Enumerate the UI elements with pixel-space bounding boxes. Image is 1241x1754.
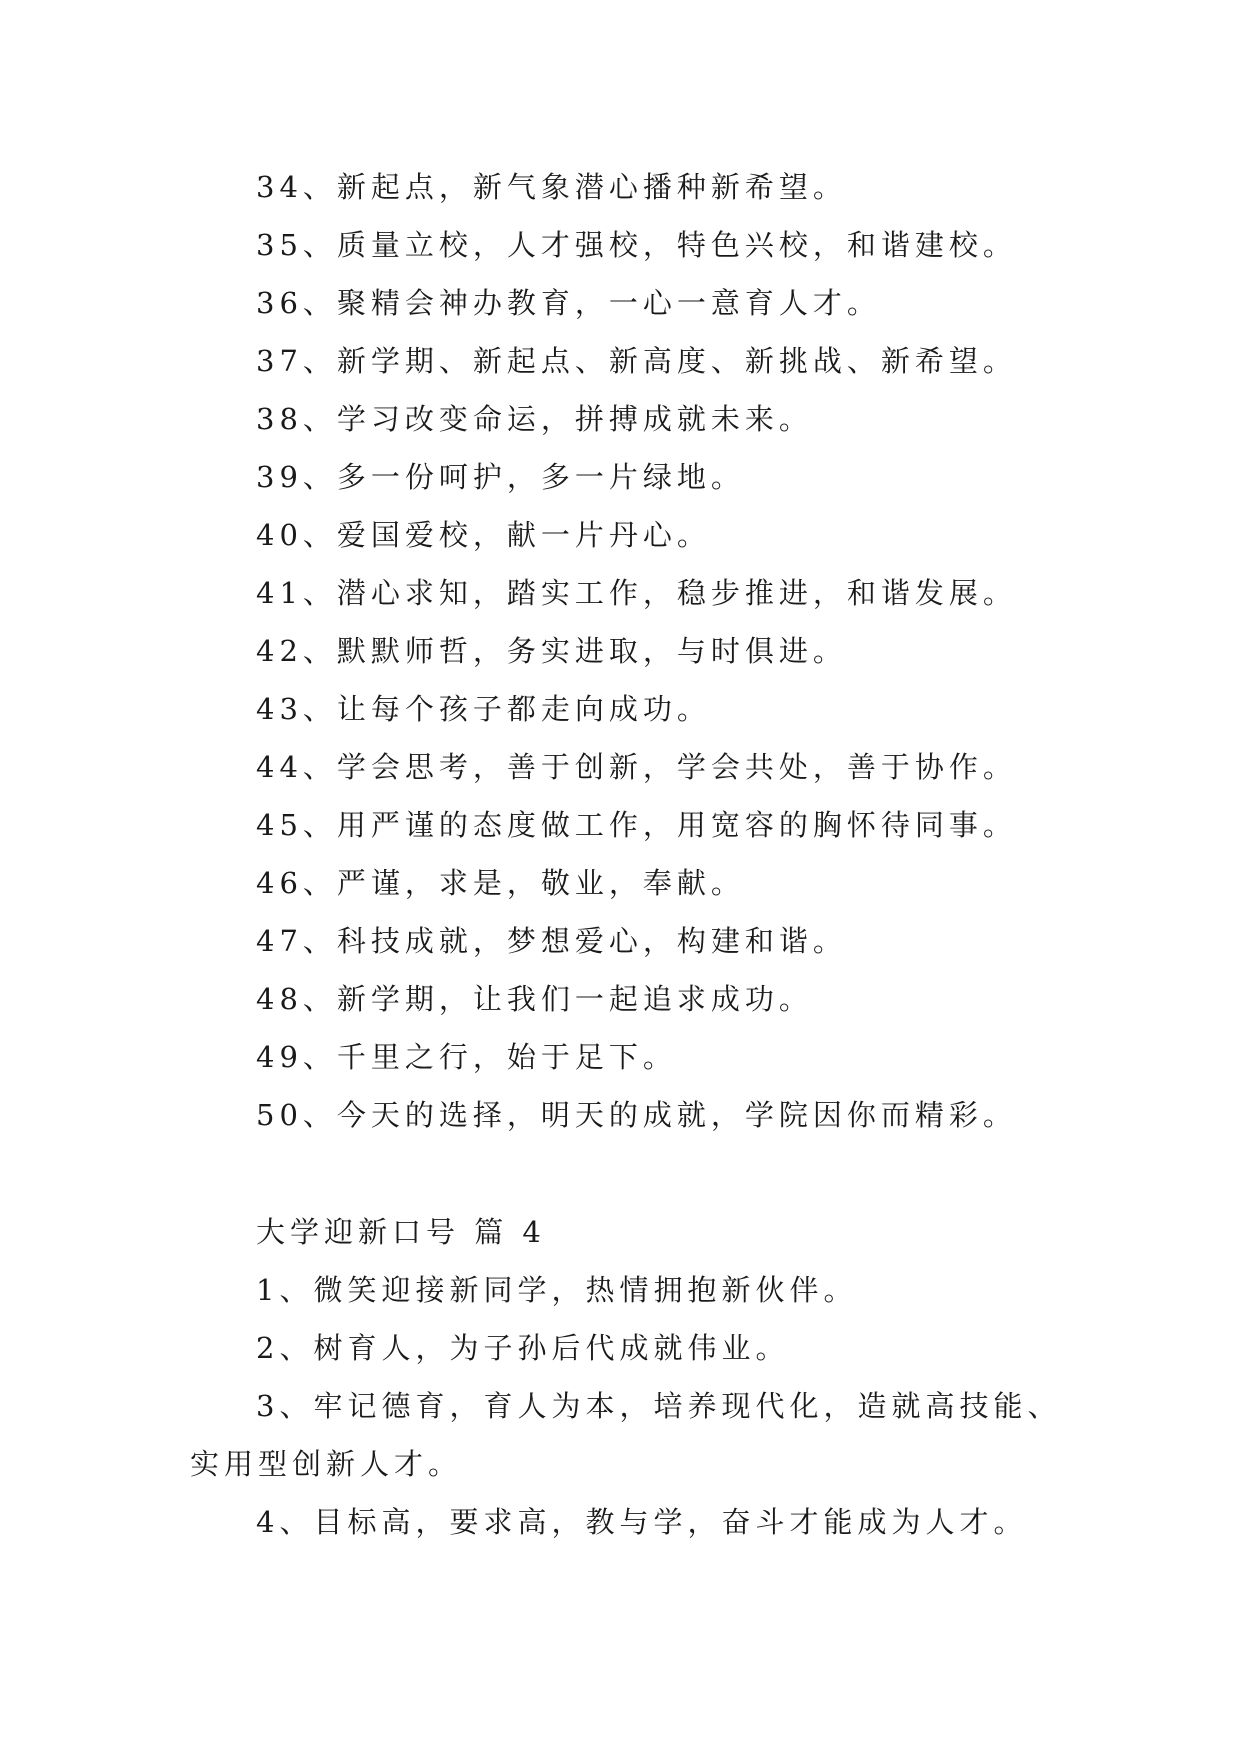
list-item-continuation: 实用型创新人才。 — [190, 1447, 463, 1481]
list-item: 36、聚精会神办教育，一心一意育人才。 — [256, 286, 881, 320]
list-item: 42、默默师哲，务实进取，与时俱进。 — [256, 634, 847, 668]
list-item: 1、微笑迎接新同学，热情拥抱新伙伴。 — [256, 1273, 858, 1307]
list-item: 39、多一份呵护，多一片绿地。 — [256, 460, 745, 494]
list-item: 44、学会思考，善于创新，学会共处，善于协作。 — [256, 750, 1017, 784]
list-item: 2、树育人，为子孙后代成就伟业。 — [256, 1331, 790, 1365]
list-item: 45、用严谨的态度做工作，用宽容的胸怀待同事。 — [256, 808, 1017, 842]
list-item: 49、千里之行，始于足下。 — [256, 1040, 677, 1074]
list-item: 34、新起点，新气象潜心播种新希望。 — [256, 170, 847, 204]
list-item: 47、科技成就，梦想爱心，构建和谐。 — [256, 924, 847, 958]
list-item: 41、潜心求知，踏实工作，稳步推进，和谐发展。 — [256, 576, 1017, 610]
list-item: 35、质量立校，人才强校，特色兴校，和谐建校。 — [256, 228, 1017, 262]
list-item: 40、爱国爱校，献一片丹心。 — [256, 518, 711, 552]
list-item: 43、让每个孩子都走向成功。 — [256, 692, 711, 726]
list-item: 50、今天的选择，明天的成就，学院因你而精彩。 — [256, 1098, 1017, 1132]
list-item: 3、牢记德育，育人为本，培养现代化，造就高技能、 — [256, 1389, 1062, 1423]
list-item: 38、学习改变命运，拼搏成就未来。 — [256, 402, 813, 436]
list-item: 46、严谨，求是，敬业，奉献。 — [256, 866, 745, 900]
section-heading: 大学迎新口号 篇 4 — [256, 1215, 546, 1249]
list-item: 37、新学期、新起点、新高度、新挑战、新希望。 — [256, 344, 1017, 378]
list-item: 48、新学期，让我们一起追求成功。 — [256, 982, 813, 1016]
list-item: 4、目标高，要求高，教与学，奋斗才能成为人才。 — [256, 1505, 1028, 1539]
